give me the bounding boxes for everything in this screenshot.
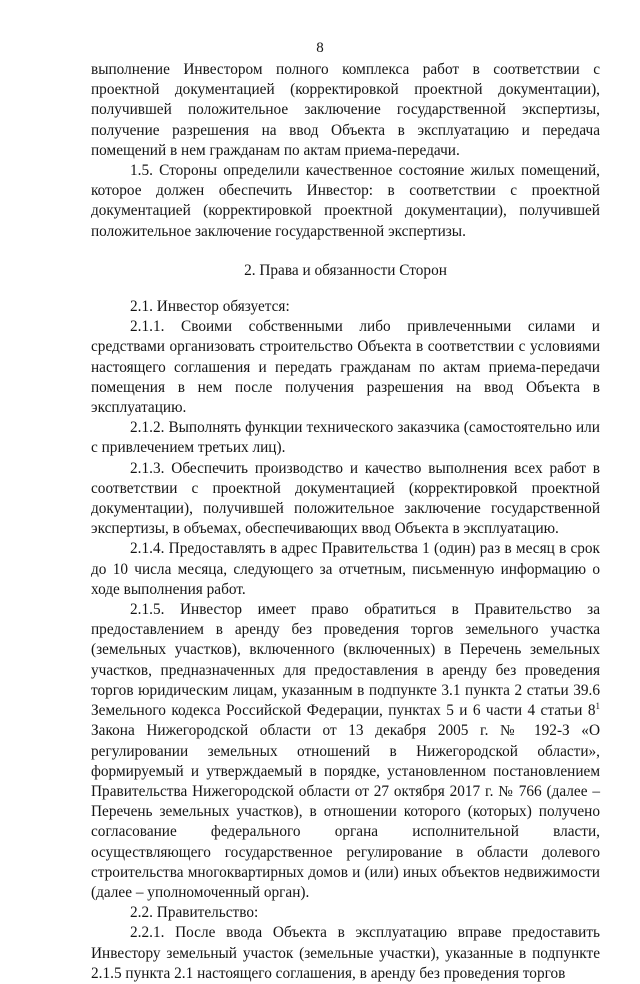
paragraph: 2.1.4. Предоставлять в адрес Правительства 1 (один) раз в месяц в срок до 10 числа месяца, следующего за отчетным, письменную информацию о ходе выполнения работ. xyxy=(91,540,600,598)
page-number: 8 xyxy=(316,40,324,56)
paragraph: 2.1.1. Своими собственными либо привлеченными силами и средствами организовать строительство Объекта в соответствии с условиями настоящего соглашения и передать гражданам по актам приема-передачи помещения в нем после получения разрешения на ввод Объекта в эксплуатацию. xyxy=(91,318,600,417)
paragraph xyxy=(91,600,600,903)
paragraph: 2.1.3. Обеспечить производство и качество выполнения всех работ в соответствии с проектной документацией (корректировкой проектной документации), получившей положительное заключение государственной экспертизы, в объемах, обеспечивающих ввод Объекта в эксплуатацию. xyxy=(91,459,600,538)
paragraph: 2.1.2. Выполнять функции технического заказчика (самостоятельно или с привлечением третьих лиц). xyxy=(91,419,600,457)
paragraph: 2.2. Правительство: xyxy=(130,904,259,922)
paragraph: выполнение Инвестором полного комплекса работ в соответствии с проектной документацией (корректировкой проектной документации), получившей положительное заключение государственной экспертизы, получение разрешения на ввод Объекта в эксплуатацию и передача помещений в нем гражданам по актам приема-передачи. xyxy=(91,61,600,159)
paragraph: 2.1. Инвестор обязуется: xyxy=(130,298,290,316)
document-body xyxy=(91,60,600,984)
section-heading: 2. Права и обязанности Сторон xyxy=(244,261,447,279)
paragraph-text: Закона Нижегородской области от 13 декабря 2005 г. № 192-З «О регулировании земельных отношений в Нижегородской области», формируемый и утверждаемый в порядке, установленном постановлением Правительства Нижегородской области от 27 октября 2017 г. № 766 (далее – Перечень земельных участков), в отношении которого (которых) получено согласование федерального органа исполнительной власти, осуществляющего государственное регулирование в области долевого строительства многоквартирных домов и (или) иных объектов недвижимости (далее – уполномоченный орган). xyxy=(91,722,600,901)
paragraph: 2.2.1. После ввода Объекта в эксплуатацию вправе предоставить Инвестору земельный участок (земельные участки), указанные в подпункте 2.1.5 пункта 2.1 настоящего соглашения, в аренду без проведения торгов xyxy=(91,924,600,982)
paragraph-text: 2.1.5. Инвестор имеет право обратиться в Правительство за предоставлением в аренду без проведения торгов земельного участка (земельных участков), включенного (включенных) в Перечень земельных участков, предназначенных для предоставления в аренду без проведения торгов юридическим лицам, указанным в подпункте 3.1 пункта 2 статьи 39.6 Земельного кодекса Российской Федерации, пунктах 5 и 6 части 4 статьи 8 xyxy=(91,601,600,720)
paragraph: 1.5. Стороны определили качественное состояние жилых помещений, которое должен обеспечить Инвестор: в соответствии с проектной документацией (корректировкой проектной документации), получившей положительное заключение государственной экспертизы. xyxy=(91,162,600,240)
footnote-superscript: 1 xyxy=(595,701,600,712)
